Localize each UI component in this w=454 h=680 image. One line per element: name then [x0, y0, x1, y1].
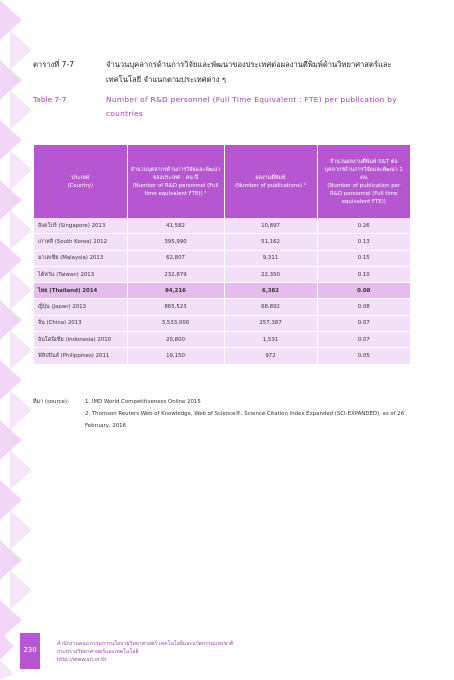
column-header-country: ประเทศ (Country)	[34, 145, 127, 218]
footer-publisher	[57, 640, 233, 664]
cell-publications: 9,311	[224, 250, 317, 266]
cell-publications: 51,162	[224, 234, 317, 250]
table-title-english-text: Number of R&D personnel (Full Time Equivalent : FTE) per publication by countries	[106, 95, 397, 118]
cell-personnel: 20,800	[127, 332, 224, 348]
source-item-1: 1. IMD World Competitiveness Online 2015	[85, 399, 201, 405]
cell-personnel: 41,582	[127, 218, 224, 234]
page-number: 230	[20, 633, 40, 669]
source-item-2: 2. Thomson Reuters Web of Knowledge, Web of Science®, Science Citation Index Expanded (SCI-EXPANDED), as of 26 February, 2016	[85, 411, 405, 429]
cell-ratio: 0.08	[317, 283, 410, 299]
cell-publications: 10,897	[224, 218, 317, 234]
table-row	[34, 234, 410, 250]
cell-personnel: 19,150	[127, 348, 224, 364]
footer-url[interactable]: http://www.sti.or.th	[57, 657, 107, 663]
cell-country: ไทย (Thailand) 2014	[34, 283, 127, 299]
rd-personnel-table	[34, 145, 410, 365]
cell-publications: 22,350	[224, 266, 317, 282]
cell-publications: 972	[224, 348, 317, 364]
column-header-publications: ผลงานตีพิมพ์ (Number of publications) ²	[224, 145, 317, 218]
cell-personnel: 232,879	[127, 266, 224, 282]
footer-line-1: สำนักงานคณะกรรมการนโยบายวิทยาศาสตร์ เทคโนโลยีและนวัตกรรมแห่งชาติ	[57, 641, 234, 647]
cell-country: จีน (China) 2013	[34, 315, 127, 331]
cell-ratio: 0.07	[317, 315, 410, 331]
cell-publications: 257,387	[224, 315, 317, 331]
cell-ratio: 0.07	[317, 332, 410, 348]
cell-personnel: 3,533,000	[127, 315, 224, 331]
cell-personnel: 62,807	[127, 250, 224, 266]
column-header-ratio: จำนวนผลงานตีพิมพ์ S&T ต่อบุคลากรด้านการวิจัยและพัฒนา 1 คน (Number of publication per R&D personnel (Full time equivalent FTE))	[317, 145, 410, 218]
table-row	[34, 315, 410, 331]
cell-personnel: 84,216	[127, 283, 224, 299]
table-row	[34, 250, 410, 266]
cell-publications: 1,531	[224, 332, 317, 348]
cell-ratio: 0.10	[317, 266, 410, 282]
cell-ratio: 0.13	[317, 234, 410, 250]
table-title-thai-text: จำนวนบุคลากรด้านการวิจัยและพัฒนาของประเทศต่อผลงานตีพิมพ์ด้านวิทยาศาสตร์และเทคโนโลยี จำแนกตามประเทศต่าง ๆ	[106, 60, 392, 84]
cell-personnel: 865,523	[127, 299, 224, 315]
table-row	[34, 266, 410, 282]
table-row-highlighted	[34, 283, 410, 299]
table-row	[34, 348, 410, 364]
cell-country: อินโดนีเซีย (Indonesia) 2010	[34, 332, 127, 348]
footer-line-2: กระทรวงวิทยาศาสตร์และเทคโนโลยี	[57, 649, 139, 655]
cell-country: สิงคโปร์ (Singapore) 2013	[34, 218, 127, 234]
table-number-english: Table 7-7	[33, 95, 67, 104]
cell-ratio: 0.08	[317, 299, 410, 315]
cell-ratio: 0.15	[317, 250, 410, 266]
table-row	[34, 218, 410, 234]
source-label: ที่มา (source):	[33, 399, 69, 405]
cell-country: มาเลเซีย (Malaysia) 2013	[34, 250, 127, 266]
table-row	[34, 332, 410, 348]
cell-country: เกาหลี (South Korea) 2012	[34, 234, 127, 250]
cell-country: ญี่ปุ่น (Japan) 2013	[34, 299, 127, 315]
cell-country: ฟิลิปปินส์ (Philippines) 2011	[34, 348, 127, 364]
table-row	[34, 299, 410, 315]
cell-country: ไต้หวัน (Taiwan) 2013	[34, 266, 127, 282]
cell-personnel: 395,990	[127, 234, 224, 250]
table-header-row	[34, 145, 410, 218]
cell-ratio: 0.05	[317, 348, 410, 364]
cell-publications: 68,892	[224, 299, 317, 315]
table-number-thai: ตารางที่ 7-7	[33, 60, 75, 69]
cell-ratio: 0.26	[317, 218, 410, 234]
column-header-personnel: จำนวนบุคลากรด้านการวิจัยและพัฒนาของประเทศ : คน-ปี (Number of R&D personnel (Full time equivalent FTE)) ¹	[127, 145, 224, 218]
cell-publications: 6,382	[224, 283, 317, 299]
